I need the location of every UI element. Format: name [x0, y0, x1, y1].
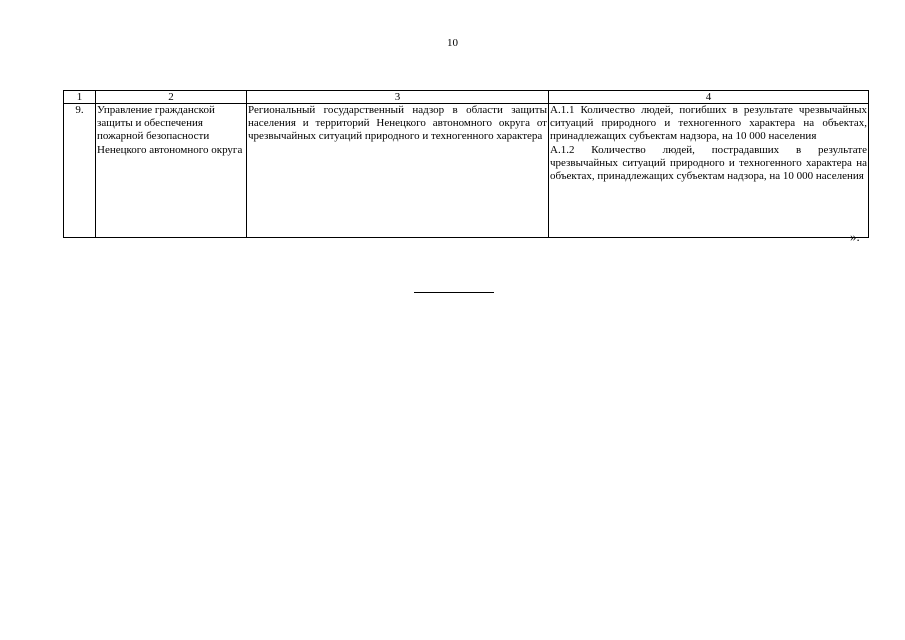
table-row: [64, 104, 869, 238]
regulation-table: [63, 90, 869, 238]
column-number-3: 3: [247, 91, 549, 104]
column-number-2: 2: [96, 91, 247, 104]
separator-line: [414, 292, 494, 293]
indicator-a-1-1: А.1.1 Количество людей, погибших в результате чрезвычайных ситуаций природного и техногенного характера на объектах, принадлежащих субъектам надзора, на 10 000 населения: [550, 104, 867, 143]
indicator-a-1-2: А.1.2 Количество людей, пострадавших в результате чрезвычайных ситуаций природного и техногенного характера на объектах, принадлежащих субъектам надзора, на 10 000 населения: [550, 143, 867, 183]
agency-cell: Управление гражданской защиты и обеспечения пожарной безопасности Ненецкого автономного округа: [96, 104, 247, 238]
column-number-4: 4: [549, 91, 869, 104]
closing-quote: ».: [850, 229, 860, 244]
table-header: [64, 91, 869, 104]
supervision-cell: Региональный государственный надзор в области защиты населения и территорий Ненецкого автономного округа от чрезвычайных ситуаций природного и техногенного характера: [247, 104, 549, 238]
indicators-cell: [549, 104, 869, 238]
column-number-1: 1: [64, 91, 96, 104]
page-number: 10: [447, 37, 458, 49]
row-number: 9.: [64, 104, 96, 238]
table-header-row: [64, 91, 869, 104]
